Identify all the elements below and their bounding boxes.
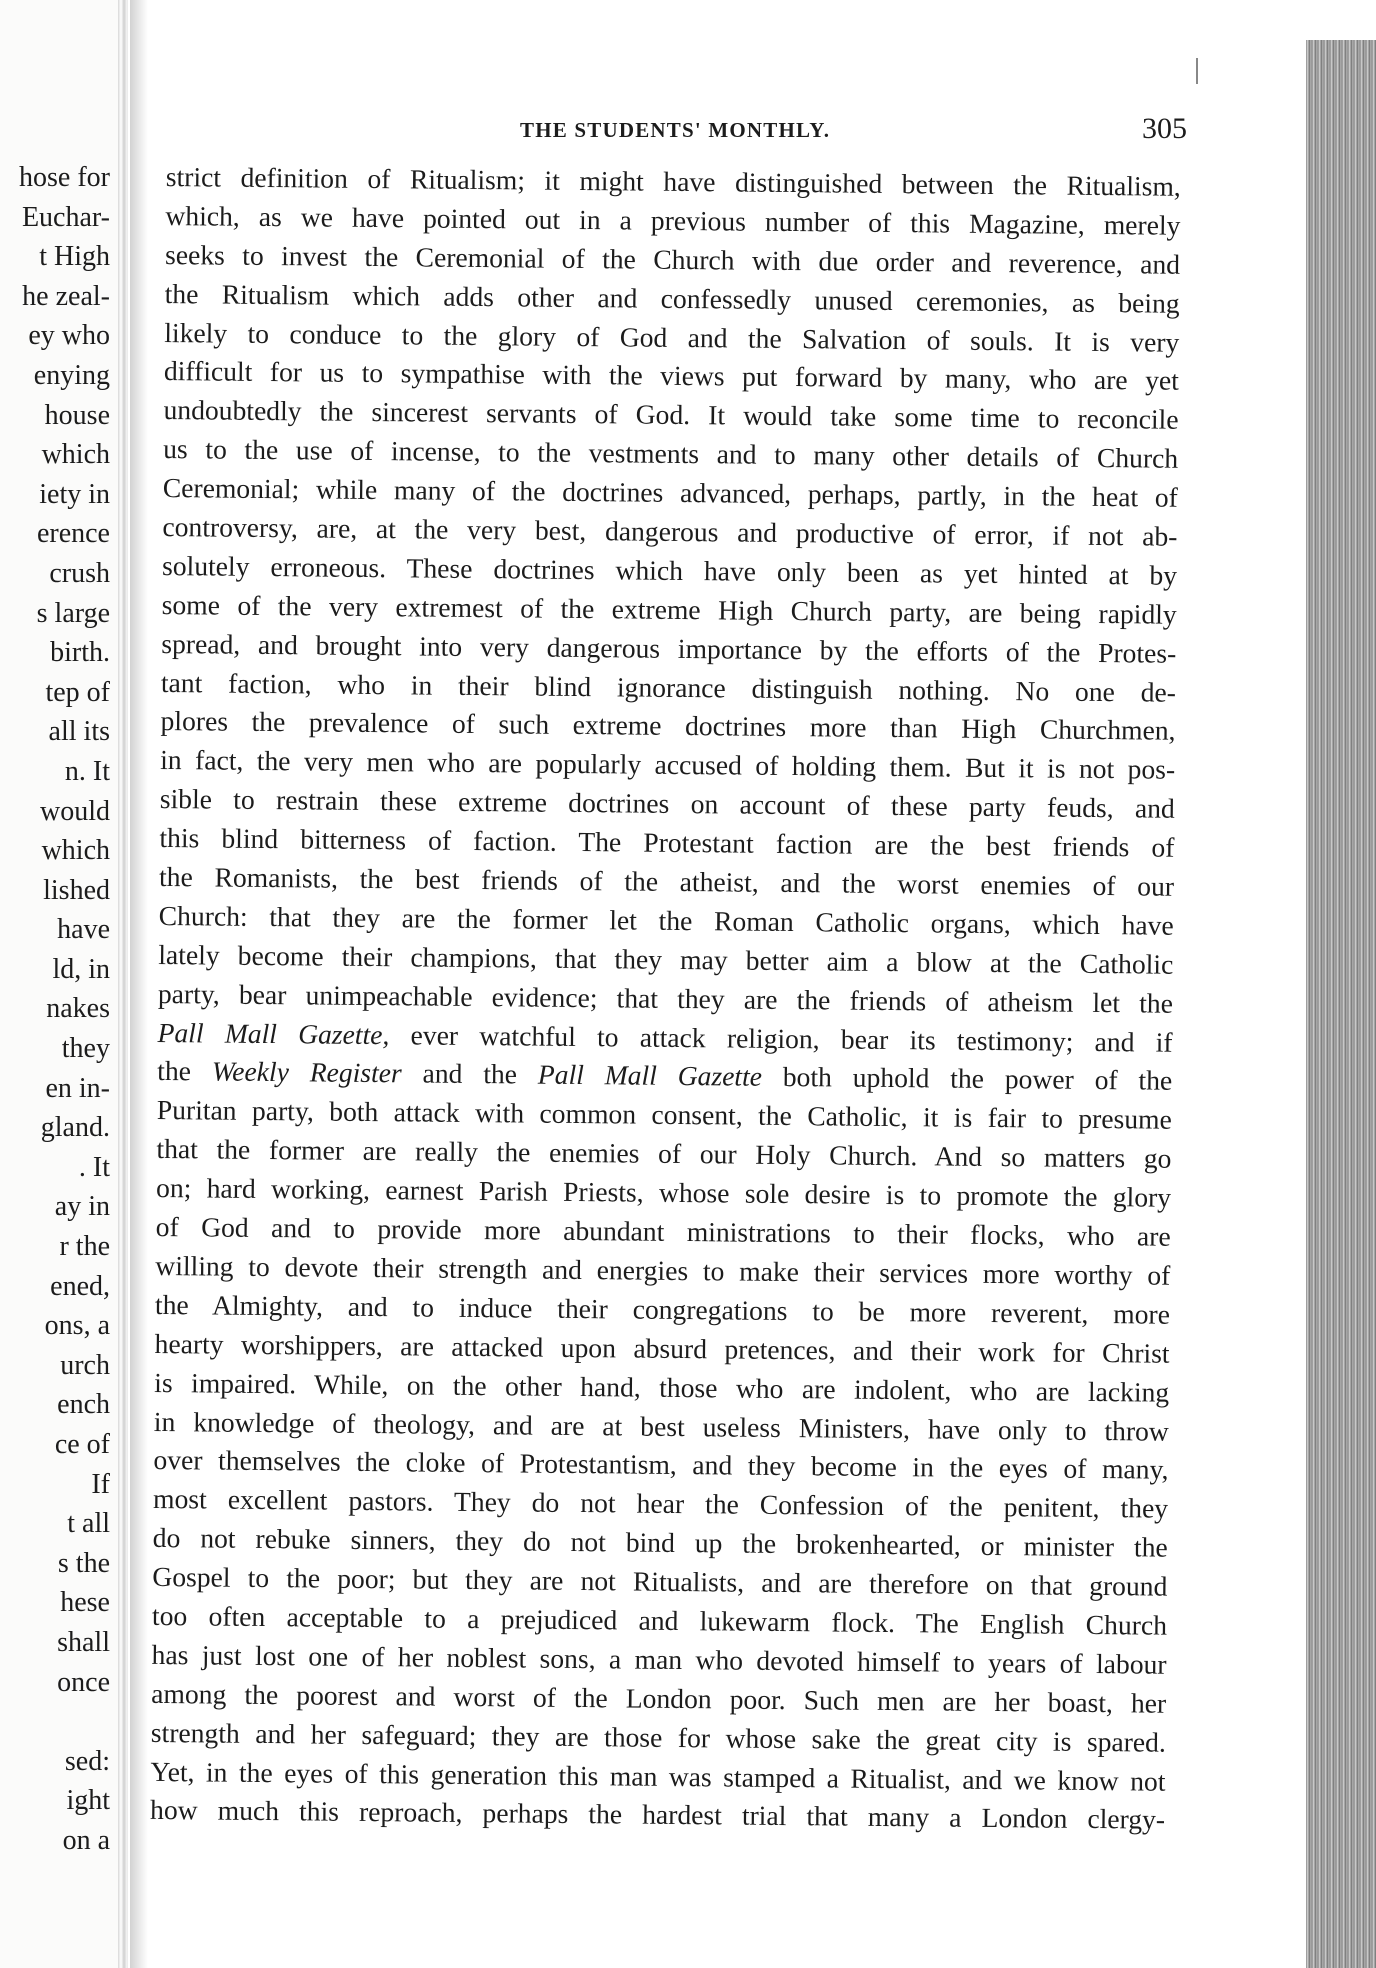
facing-page-fragment: . It xyxy=(78,1151,110,1183)
text-line: strict definition of Ritualism; it might have distinguished between the Ritualism, xyxy=(165,160,1181,202)
facing-page-fragment: which xyxy=(41,835,110,867)
text-line: willing to devote their strength and energies to make their services more worthy of xyxy=(155,1249,1171,1291)
facing-page-fragment: ld, in xyxy=(52,953,110,985)
text-line: party, bear unimpeachable evidence; that they are the friends of atheism let the xyxy=(157,977,1174,1019)
facing-page-fragment: they xyxy=(61,1033,110,1065)
text-line: tant faction, who in their blind ignorance distinguish nothing. No one de- xyxy=(160,666,1177,708)
text-line: most excellent pastors. They do not hear the Confession of the penitent, they xyxy=(152,1483,1169,1524)
text-span: both uphold the power of the xyxy=(761,1061,1173,1097)
text-line: strength and her safeguard; they are those for whose sake the great city is spared. xyxy=(150,1716,1166,1758)
facing-page-fragment: sed: xyxy=(64,1745,110,1777)
gutter-shadow xyxy=(130,0,148,1968)
text-line: of God and to provide more abundant ministrations to their flocks, who are xyxy=(155,1210,1171,1252)
text-line: difficult for us to sympathise with the views put forward by many, who are yet xyxy=(163,355,1180,397)
text-line: some of the very extremest of the extreme High Church party, are being rapidly xyxy=(161,588,1177,630)
facing-page-fragment: nakes xyxy=(46,993,110,1025)
facing-page-fragment: tep of xyxy=(45,676,110,708)
facing-page-fragment: t High xyxy=(39,241,110,273)
facing-page-fragment: en in- xyxy=(45,1072,110,1104)
facing-page-fragment: ons, a xyxy=(44,1310,110,1342)
text-line: do not rebuke sinners, they do not bind up the brokenhearted, or minister the xyxy=(152,1522,1168,1563)
text-line: in knowledge of theology, and are at best useless Ministers, have only to throw xyxy=(153,1405,1169,1447)
text-line: solutely erroneous. These doctrines which have only been as yet hinted at by xyxy=(161,549,1178,591)
facing-page-fragment: enying xyxy=(33,359,110,391)
text-line: controversy, are, at the very best, dangerous and productive of error, if not ab- xyxy=(162,510,1178,552)
facing-page-fragment: shall xyxy=(57,1626,110,1658)
facing-page-fragment: ey who xyxy=(28,320,110,352)
facing-page-fragment xyxy=(0,1702,110,1742)
facing-page-fragment: ench xyxy=(57,1389,110,1421)
text-line: is impaired. While, on the other hand, those who are indolent, who are lacking xyxy=(154,1366,1170,1408)
text-line: plores the prevalence of such extreme doctrines more than High Churchmen, xyxy=(160,705,1176,747)
facing-page-fragment: r the xyxy=(59,1231,110,1263)
text-line: sible to restrain these extreme doctrines on account of these party feuds, and xyxy=(159,783,1175,824)
text-line: Ceremonial; while many of the doctrines advanced, perhaps, partly, in the heat of xyxy=(162,472,1178,513)
text-line: undoubtedly the sincerest servants of God. It would take some time to reconcile xyxy=(163,394,1179,436)
text-line: in fact, the very men who are popularly accused of holding them. But it is not pos- xyxy=(160,744,1176,786)
facing-page-fragment: house xyxy=(44,399,110,431)
text-line: Gospel to the poor; but they are not Ritualists, and are therefore on that ground xyxy=(152,1560,1168,1602)
page-edge xyxy=(118,0,128,1968)
text-line: too often acceptable to a prejudiced and lukewarm flock. The English Church xyxy=(151,1599,1168,1641)
text-line: lately become their champions, that they may better aim a blow at the Catholic xyxy=(158,938,1174,980)
facing-page-fragment: If xyxy=(91,1468,110,1500)
text-line: us to the use of incense, to the vestments and to many other details of Church xyxy=(163,433,1179,474)
facing-page-fragment: all its xyxy=(48,716,110,748)
facing-page-fragment: Euchar- xyxy=(21,201,110,233)
facing-page-fragment: on a xyxy=(62,1824,110,1856)
body-paragraph xyxy=(150,158,1181,1840)
facing-page-fragment: n. It xyxy=(64,755,110,787)
margin-mark xyxy=(1196,58,1198,84)
facing-page-fragment: iety in xyxy=(39,478,110,510)
facing-page-fragment: ce of xyxy=(54,1429,110,1460)
facing-page-fragment: ened, xyxy=(50,1270,110,1302)
facing-page-fragment: crush xyxy=(49,557,110,589)
facing-page-fragment: s the xyxy=(57,1547,110,1579)
facing-page-fragment: ight xyxy=(66,1785,110,1817)
text-line: spread, and brought into very dangerous importance by the efforts of the Protes- xyxy=(161,627,1177,669)
facing-page-fragment: have xyxy=(57,914,110,946)
facing-page-fragment: urch xyxy=(60,1349,110,1381)
book-page xyxy=(130,0,1306,1968)
text-line: likely to conduce to the glory of God and the Salvation of souls. It is very xyxy=(164,316,1180,358)
facing-page-fragment: t all xyxy=(67,1508,110,1540)
text-line: Yet, in the eyes of this generation this man was stamped a Ritualist, and we know not xyxy=(150,1755,1166,1797)
facing-page-fragment: lished xyxy=(43,874,110,906)
text-span: and the xyxy=(401,1057,539,1091)
text-line: hearty worshippers, are attacked upon absurd pretences, and their work for Christ xyxy=(154,1327,1170,1369)
facing-page-fragment: erence xyxy=(36,518,110,550)
text-line: Church: that they are the former let the Roman Catholic organs, which have xyxy=(158,899,1174,941)
text-line: the Romanists, the best friends of the atheist, and the worst enemies of our xyxy=(158,860,1175,902)
facing-page-fragment: birth. xyxy=(50,637,110,669)
text-line: over themselves the cloke of Protestantism, and they become in the eyes of many, xyxy=(153,1444,1169,1486)
text-line: how much this reproach, perhaps the hardest trial that many a London clergy- xyxy=(149,1794,1166,1836)
page-top-margin xyxy=(1306,0,1376,40)
text-line: on; hard working, earnest Parish Priests, whose sole desire is to promote the glory xyxy=(155,1172,1172,1213)
periodical-title: Pall Mall Gazette, xyxy=(157,1016,390,1050)
page-number: 305 xyxy=(1142,112,1187,145)
facing-page-left xyxy=(0,0,128,1968)
text-line: this blind bitterness of faction. The Protestant faction are the best friends of xyxy=(159,822,1175,863)
facing-page-fragment: hese xyxy=(60,1587,110,1619)
facing-page-fragment: gland. xyxy=(40,1112,110,1144)
facing-page-fragment: s large xyxy=(36,597,110,629)
facing-page-fragment: once xyxy=(57,1666,110,1698)
text-span: the xyxy=(157,1055,212,1087)
book-block-edge xyxy=(1306,40,1376,1968)
periodical-title: Weekly Register xyxy=(211,1055,402,1089)
facing-page-text-fragments xyxy=(0,158,110,1861)
text-line: that the former are really the enemies of our Holy Church. And so matters go xyxy=(156,1133,1172,1174)
text-line: among the poorest and worst of the London poor. Such men are her boast, her xyxy=(151,1677,1167,1719)
facing-page-fragment: hose for xyxy=(19,162,110,193)
text-line: the Ritualism which adds other and confessedly unused ceremonies, as being xyxy=(164,277,1180,319)
facing-page-fragment: would xyxy=(40,795,110,827)
facing-page-fragment: ay in xyxy=(54,1191,110,1223)
text-line: the Almighty, and to induce their congregations to be more reverent, more xyxy=(154,1288,1171,1330)
text-span: ever watchful to attack religion, bear its testimony; and if xyxy=(389,1018,1173,1058)
periodical-title: Pall Mall Gazette xyxy=(537,1059,763,1093)
text-line: seeks to invest the Ceremonial of the Church with due order and reverence, and xyxy=(164,238,1181,280)
facing-page-fragment: he zeal- xyxy=(22,280,110,312)
facing-page-fragment: which xyxy=(41,439,110,471)
running-head: THE STUDENTS' MONTHLY. xyxy=(520,118,831,142)
text-line: which, as we have pointed out in a previous number of this Magazine, merely xyxy=(165,199,1181,241)
text-line: has just lost one of her noblest sons, a man who devoted himself to years of labour xyxy=(151,1638,1167,1680)
page-header xyxy=(130,112,1306,152)
text-line: Puritan party, both attack with common consent, the Catholic, it is fair to presume xyxy=(156,1094,1172,1136)
